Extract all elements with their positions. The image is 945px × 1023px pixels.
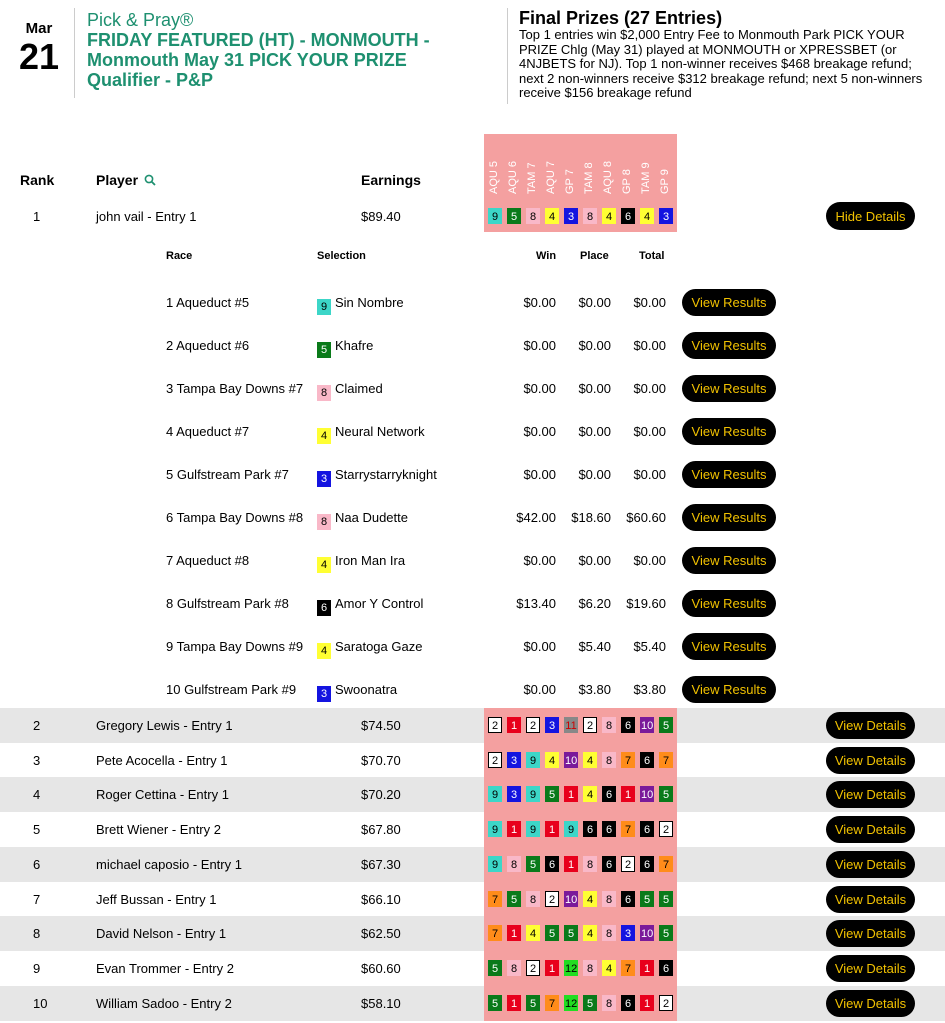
view-details-button[interactable]: View Details bbox=[826, 990, 915, 1017]
earnings-cell: $67.80 bbox=[361, 822, 401, 838]
view-results-button[interactable]: View Results bbox=[682, 504, 776, 531]
earnings-cell: $67.30 bbox=[361, 856, 401, 872]
earnings-cell: $66.10 bbox=[361, 891, 401, 907]
earnings-cell: $70.20 bbox=[361, 787, 401, 803]
detail-total: $0.00 bbox=[633, 553, 666, 568]
pick-badge: 5 bbox=[564, 925, 578, 941]
player-header[interactable] bbox=[96, 172, 156, 189]
view-results-button[interactable]: View Results bbox=[682, 590, 776, 617]
pick-badge: 5 bbox=[507, 891, 521, 907]
view-results-button[interactable]: View Results bbox=[682, 375, 776, 402]
pick-badge: 6 bbox=[659, 960, 673, 976]
player-name[interactable]: Gregory Lewis - Entry 1 bbox=[96, 718, 233, 733]
selection-number-badge: 3 bbox=[317, 471, 331, 487]
pick-badge: 10 bbox=[640, 786, 654, 802]
race-headers bbox=[484, 134, 677, 200]
detail-selection bbox=[317, 367, 383, 410]
detail-total: $0.00 bbox=[633, 381, 666, 396]
header-divider bbox=[507, 8, 508, 104]
pick-badge: 5 bbox=[545, 786, 559, 802]
detail-place: $18.60 bbox=[571, 510, 611, 525]
selection-horse: Swoonatra bbox=[335, 682, 398, 697]
pick-badge: 4 bbox=[640, 208, 654, 224]
pick-badge: 6 bbox=[621, 995, 635, 1011]
detail-row bbox=[0, 324, 945, 367]
leaderboard-row bbox=[0, 882, 945, 917]
pick-badge: 6 bbox=[640, 821, 654, 837]
pick-badge: 5 bbox=[659, 786, 673, 802]
leaderboard-row bbox=[0, 986, 945, 1021]
selection-number-badge: 9 bbox=[317, 299, 331, 315]
rank-cell: 10 bbox=[33, 995, 48, 1011]
detail-race: 10 Gulfstream Park #9 bbox=[166, 682, 297, 697]
rank-cell: 9 bbox=[33, 960, 41, 976]
detail-win: $0.00 bbox=[523, 424, 556, 439]
detail-row bbox=[0, 453, 945, 496]
pick-badge: 1 bbox=[640, 960, 654, 976]
rank-cell: 4 bbox=[33, 787, 41, 803]
pick-badge: 4 bbox=[583, 786, 597, 802]
pick-badge: 10 bbox=[640, 717, 654, 733]
pick-badge: 6 bbox=[640, 856, 654, 872]
pick-badge: 6 bbox=[621, 717, 635, 733]
detail-place: $6.20 bbox=[578, 596, 611, 611]
race-header-label: TAM 8 bbox=[583, 162, 595, 194]
rank-cell: 8 bbox=[33, 926, 41, 942]
pick-badge: 8 bbox=[507, 856, 521, 872]
hide-details-button[interactable]: Hide Details bbox=[826, 202, 915, 230]
race-header-label: AQU 5 bbox=[488, 160, 500, 194]
detail-win: $13.40 bbox=[516, 596, 556, 611]
pick-badge: 4 bbox=[602, 960, 616, 976]
leaderboard-row bbox=[0, 847, 945, 882]
detail-race: 8 Gulfstream Park #8 bbox=[166, 596, 289, 611]
pick-badge: 2 bbox=[526, 960, 540, 976]
pick-badge: 7 bbox=[621, 960, 635, 976]
pick-badge: 1 bbox=[545, 960, 559, 976]
detail-win-header: Win bbox=[536, 250, 557, 262]
detail-win: $0.00 bbox=[523, 381, 556, 396]
leaderboard-row-expanded bbox=[0, 199, 945, 234]
view-details-button[interactable]: View Details bbox=[826, 851, 915, 878]
pick-badge: 8 bbox=[583, 208, 597, 224]
pick-badge: 4 bbox=[583, 925, 597, 941]
detail-total: $0.00 bbox=[633, 295, 666, 310]
leaderboard-row bbox=[0, 777, 945, 812]
pick-badge: 3 bbox=[621, 925, 635, 941]
pick-badge: 8 bbox=[526, 891, 540, 907]
pick-badge: 4 bbox=[583, 752, 597, 768]
view-results-button[interactable]: View Results bbox=[682, 676, 776, 703]
pick-badge: 5 bbox=[507, 208, 521, 224]
pick-badge: 1 bbox=[507, 717, 521, 733]
pick-badge: 1 bbox=[564, 856, 578, 872]
selection-horse: Iron Man Ira bbox=[335, 553, 406, 568]
rank-cell: 7 bbox=[33, 891, 41, 907]
pick-badge: 9 bbox=[564, 821, 578, 837]
pick-badge: 6 bbox=[602, 856, 616, 872]
pick-badge: 3 bbox=[564, 208, 578, 224]
search-icon[interactable] bbox=[144, 173, 156, 189]
player-name[interactable]: Jeff Bussan - Entry 1 bbox=[96, 891, 217, 907]
pick-badge: 2 bbox=[488, 717, 502, 733]
pick-badge: 1 bbox=[507, 821, 521, 837]
pick-badge: 4 bbox=[526, 925, 540, 941]
pick-badge: 9 bbox=[526, 752, 540, 768]
detail-race: 7 Aqueduct #8 bbox=[166, 553, 250, 568]
view-results-button[interactable]: View Results bbox=[682, 418, 776, 445]
pick-badge: 4 bbox=[583, 891, 597, 907]
date-month: Mar bbox=[25, 20, 53, 37]
detail-selection bbox=[317, 539, 405, 582]
pick-badge: 1 bbox=[507, 995, 521, 1011]
pick-badge: 5 bbox=[526, 995, 540, 1011]
view-details-button[interactable]: View Details bbox=[826, 886, 915, 913]
selection-horse: Sin Nombre bbox=[335, 295, 404, 310]
detail-win: $0.00 bbox=[523, 295, 556, 310]
detail-place: $0.00 bbox=[578, 467, 611, 482]
selection-horse: Starrystarryknight bbox=[335, 467, 437, 482]
detail-race-header: Race bbox=[166, 250, 193, 262]
detail-row bbox=[0, 539, 945, 582]
view-details-button[interactable]: View Details bbox=[826, 920, 915, 947]
pick-badge: 7 bbox=[621, 752, 635, 768]
selection-horse: Saratoga Gaze bbox=[335, 639, 423, 654]
detail-total-header: Total bbox=[639, 250, 665, 262]
contest-info bbox=[87, 10, 477, 90]
earnings-cell: $58.10 bbox=[361, 995, 401, 1011]
pick-badge: 10 bbox=[564, 891, 578, 907]
pick-badge: 6 bbox=[640, 752, 654, 768]
prizes-heading: Final Prizes (27 Entries) bbox=[519, 8, 723, 28]
detail-win: $0.00 bbox=[523, 467, 556, 482]
pick-badge: 10 bbox=[640, 925, 654, 941]
leaderboard-row bbox=[0, 708, 945, 743]
pick-badge: 2 bbox=[659, 821, 673, 837]
pick-badge: 7 bbox=[488, 925, 502, 941]
player-name[interactable]: michael caposio - Entry 1 bbox=[96, 856, 242, 872]
earnings-cell: $70.70 bbox=[361, 752, 401, 768]
detail-selection bbox=[317, 281, 404, 324]
detail-row bbox=[0, 582, 945, 625]
view-details-button[interactable]: View Details bbox=[826, 747, 915, 774]
detail-win: $0.00 bbox=[523, 639, 556, 654]
pick-badge: 3 bbox=[507, 786, 521, 802]
pick-badge: 1 bbox=[507, 925, 521, 941]
player-name[interactable]: Roger Cettina - Entry 1 bbox=[96, 787, 229, 803]
selection-number-badge: 6 bbox=[317, 600, 331, 616]
pick-badge: 2 bbox=[488, 752, 502, 768]
pick-badge: 7 bbox=[659, 752, 673, 768]
pick-badge: 5 bbox=[488, 960, 502, 976]
pick-badge: 12 bbox=[564, 960, 578, 976]
pick-badge: 1 bbox=[545, 821, 559, 837]
selection-horse: Neural Network bbox=[335, 424, 425, 439]
selection-number-badge: 5 bbox=[317, 342, 331, 358]
detail-row bbox=[0, 625, 945, 668]
pick-badge: 9 bbox=[488, 856, 502, 872]
detail-selection bbox=[317, 582, 423, 625]
pick-badge: 6 bbox=[602, 786, 616, 802]
contest-title: FRIDAY FEATURED (HT) - MONMOUTH - Monmouth May 31 PICK YOUR PRIZE Qualifier - P&P bbox=[87, 30, 430, 90]
detail-selection bbox=[317, 453, 437, 496]
pick-badge: 8 bbox=[602, 752, 616, 768]
race-header-label: GP 8 bbox=[621, 169, 633, 194]
detail-row bbox=[0, 281, 945, 324]
detail-total: $60.60 bbox=[626, 510, 666, 525]
pick-badge: 4 bbox=[602, 208, 616, 224]
selection-horse: Khafre bbox=[335, 338, 374, 353]
pick-badge: 2 bbox=[526, 717, 540, 733]
detail-total: $0.00 bbox=[633, 424, 666, 439]
pick-badge: 9 bbox=[526, 821, 540, 837]
selection-number-badge: 3 bbox=[317, 686, 331, 702]
race-header-label: GP 9 bbox=[659, 169, 671, 194]
pick-badge: 7 bbox=[488, 891, 502, 907]
detail-race: 4 Aqueduct #7 bbox=[166, 424, 250, 439]
detail-race: 1 Aqueduct #5 bbox=[166, 295, 250, 310]
race-header-label: AQU 8 bbox=[602, 160, 614, 194]
pick-badge: 8 bbox=[583, 856, 597, 872]
earnings-cell: $60.60 bbox=[361, 960, 401, 976]
pick-badge: 8 bbox=[507, 960, 521, 976]
player-header-label: Player bbox=[96, 172, 139, 188]
pick-badge: 8 bbox=[602, 891, 616, 907]
detail-place: $5.40 bbox=[578, 639, 611, 654]
pick-badge: 9 bbox=[488, 786, 502, 802]
detail-win: $0.00 bbox=[523, 338, 556, 353]
pick-badge: 2 bbox=[621, 856, 635, 872]
race-header-label: AQU 7 bbox=[545, 160, 557, 194]
leaderboard-row bbox=[0, 743, 945, 778]
detail-selection bbox=[317, 668, 397, 711]
pick-badge: 8 bbox=[602, 995, 616, 1011]
detail-win: $0.00 bbox=[523, 553, 556, 568]
rank-cell: 5 bbox=[33, 822, 41, 838]
pick-badge: 2 bbox=[545, 891, 559, 907]
detail-win: $0.00 bbox=[523, 682, 556, 697]
pick-badge: 5 bbox=[659, 891, 673, 907]
selection-horse: Claimed bbox=[335, 381, 383, 396]
prizes-panel bbox=[519, 8, 934, 101]
detail-selection bbox=[317, 496, 408, 539]
detail-row bbox=[0, 668, 945, 711]
detail-place: $0.00 bbox=[578, 381, 611, 396]
detail-selection bbox=[317, 324, 373, 367]
pick-badge: 3 bbox=[507, 752, 521, 768]
detail-race: 3 Tampa Bay Downs #7 bbox=[166, 381, 304, 396]
pick-badge: 5 bbox=[640, 891, 654, 907]
pick-badge: 1 bbox=[640, 995, 654, 1011]
pick-badge: 9 bbox=[488, 821, 502, 837]
selection-number-badge: 8 bbox=[317, 385, 331, 401]
pick-badge: 9 bbox=[526, 786, 540, 802]
pick-badge: 6 bbox=[621, 208, 635, 224]
header-divider bbox=[74, 8, 75, 98]
detail-race: 9 Tampa Bay Downs #9 bbox=[166, 639, 304, 654]
pick-badge: 5 bbox=[526, 856, 540, 872]
rank-cell: 2 bbox=[33, 718, 41, 733]
detail-race: 6 Tampa Bay Downs #8 bbox=[166, 510, 304, 525]
detail-place: $0.00 bbox=[578, 424, 611, 439]
pick-badge: 8 bbox=[602, 717, 616, 733]
leaderboard-row bbox=[0, 812, 945, 847]
detail-total: $19.60 bbox=[626, 596, 666, 611]
detail-race: 2 Aqueduct #6 bbox=[166, 338, 250, 353]
contest-brand: Pick & Pray® bbox=[87, 10, 194, 30]
race-header-label: TAM 7 bbox=[526, 162, 538, 194]
detail-place: $0.00 bbox=[578, 553, 611, 568]
selection-number-badge: 4 bbox=[317, 643, 331, 659]
view-details-button[interactable]: View Details bbox=[826, 816, 915, 843]
pick-badge: 7 bbox=[621, 821, 635, 837]
detail-row bbox=[0, 410, 945, 453]
pick-badge: 7 bbox=[545, 995, 559, 1011]
pick-badge: 5 bbox=[659, 925, 673, 941]
rank-cell: 3 bbox=[33, 752, 41, 768]
earnings-cell: $74.50 bbox=[361, 718, 401, 733]
earnings-cell: $89.40 bbox=[361, 209, 401, 224]
earnings-header: Earnings bbox=[361, 172, 421, 188]
pick-badge: 5 bbox=[583, 995, 597, 1011]
pick-badge: 1 bbox=[564, 786, 578, 802]
view-details-button[interactable]: View Details bbox=[826, 955, 915, 982]
player-name[interactable]: john vail - Entry 1 bbox=[96, 209, 197, 224]
selection-horse: Amor Y Control bbox=[335, 596, 424, 611]
pick-badge: 6 bbox=[545, 856, 559, 872]
pick-badge: 9 bbox=[488, 208, 502, 224]
detail-win: $42.00 bbox=[516, 510, 556, 525]
detail-total: $5.40 bbox=[633, 639, 666, 654]
detail-place: $3.80 bbox=[578, 682, 611, 697]
pick-badge: 8 bbox=[583, 960, 597, 976]
pick-badge: 3 bbox=[545, 717, 559, 733]
player-name[interactable]: Evan Trommer - Entry 2 bbox=[96, 960, 234, 976]
pick-badge: 1 bbox=[621, 786, 635, 802]
selection-number-badge: 4 bbox=[317, 428, 331, 444]
pick-badge: 12 bbox=[564, 995, 578, 1011]
date-day: 21 bbox=[18, 36, 60, 77]
race-header-label: TAM 9 bbox=[640, 162, 652, 194]
player-name[interactable]: Pete Acocella - Entry 1 bbox=[96, 752, 228, 768]
detail-row bbox=[0, 367, 945, 410]
pick-badge: 6 bbox=[602, 821, 616, 837]
race-header-label: AQU 6 bbox=[507, 160, 519, 194]
earnings-cell: $62.50 bbox=[361, 926, 401, 942]
view-results-button[interactable]: View Results bbox=[682, 633, 776, 660]
detail-total: $3.80 bbox=[633, 682, 666, 697]
pick-badge: 7 bbox=[659, 856, 673, 872]
pick-badge: 5 bbox=[659, 717, 673, 733]
pick-badge: 5 bbox=[545, 925, 559, 941]
view-details-button[interactable]: View Details bbox=[826, 712, 915, 739]
pick-badge: 2 bbox=[583, 717, 597, 733]
detail-selection bbox=[317, 625, 422, 668]
prizes-text: Top 1 entries win $2,000 Entry Fee to Monmouth Park PICK YOUR PRIZE Chlg (May 31) played at MONMOUTH or XPRESSBET (or 4NJBETS for NJ). Top 1 non-winner receives $468 breakage refund; next 2 non-winners receive $312 breakage refund; next 5 non-winners receive $156 breakage refund bbox=[519, 27, 923, 100]
selection-number-badge: 4 bbox=[317, 557, 331, 573]
detail-place: $0.00 bbox=[578, 338, 611, 353]
player-name[interactable]: William Sadoo - Entry 2 bbox=[96, 995, 232, 1011]
player-name[interactable]: Brett Wiener - Entry 2 bbox=[96, 822, 221, 838]
pick-badge: 10 bbox=[564, 752, 578, 768]
detail-total: $0.00 bbox=[633, 467, 666, 482]
pick-badge: 4 bbox=[545, 752, 559, 768]
pick-badge: 8 bbox=[602, 925, 616, 941]
pick-badge: 5 bbox=[488, 995, 502, 1011]
pick-badge: 6 bbox=[621, 891, 635, 907]
leaderboard-row bbox=[0, 916, 945, 951]
leaderboard-row bbox=[0, 951, 945, 986]
pick-badge: 4 bbox=[545, 208, 559, 224]
view-results-button[interactable]: View Results bbox=[682, 461, 776, 488]
rank-cell: 6 bbox=[33, 856, 41, 872]
pick-badge: 3 bbox=[659, 208, 673, 224]
detail-selection-header: Selection bbox=[317, 250, 366, 262]
pick-badge: 6 bbox=[583, 821, 597, 837]
player-name[interactable]: David Nelson - Entry 1 bbox=[96, 926, 227, 942]
view-results-button[interactable]: View Results bbox=[682, 547, 776, 574]
selection-number-badge: 8 bbox=[317, 514, 331, 530]
race-header-label: GP 7 bbox=[564, 169, 576, 194]
event-date bbox=[10, 20, 68, 76]
rank-header: Rank bbox=[20, 172, 55, 188]
detail-place: $0.00 bbox=[578, 295, 611, 310]
detail-row bbox=[0, 496, 945, 539]
view-results-button[interactable]: View Results bbox=[682, 289, 776, 316]
selection-horse: Naa Dudette bbox=[335, 510, 408, 525]
detail-selection bbox=[317, 410, 425, 453]
pick-badge: 11 bbox=[564, 717, 578, 733]
detail-place-header: Place bbox=[580, 250, 609, 262]
pick-badge: 8 bbox=[526, 208, 540, 224]
pick-badge: 2 bbox=[659, 995, 673, 1011]
rank-cell: 1 bbox=[33, 209, 41, 224]
detail-race: 5 Gulfstream Park #7 bbox=[166, 467, 289, 482]
view-results-button[interactable]: View Results bbox=[682, 332, 776, 359]
view-details-button[interactable]: View Details bbox=[826, 781, 915, 808]
detail-total: $0.00 bbox=[633, 338, 666, 353]
